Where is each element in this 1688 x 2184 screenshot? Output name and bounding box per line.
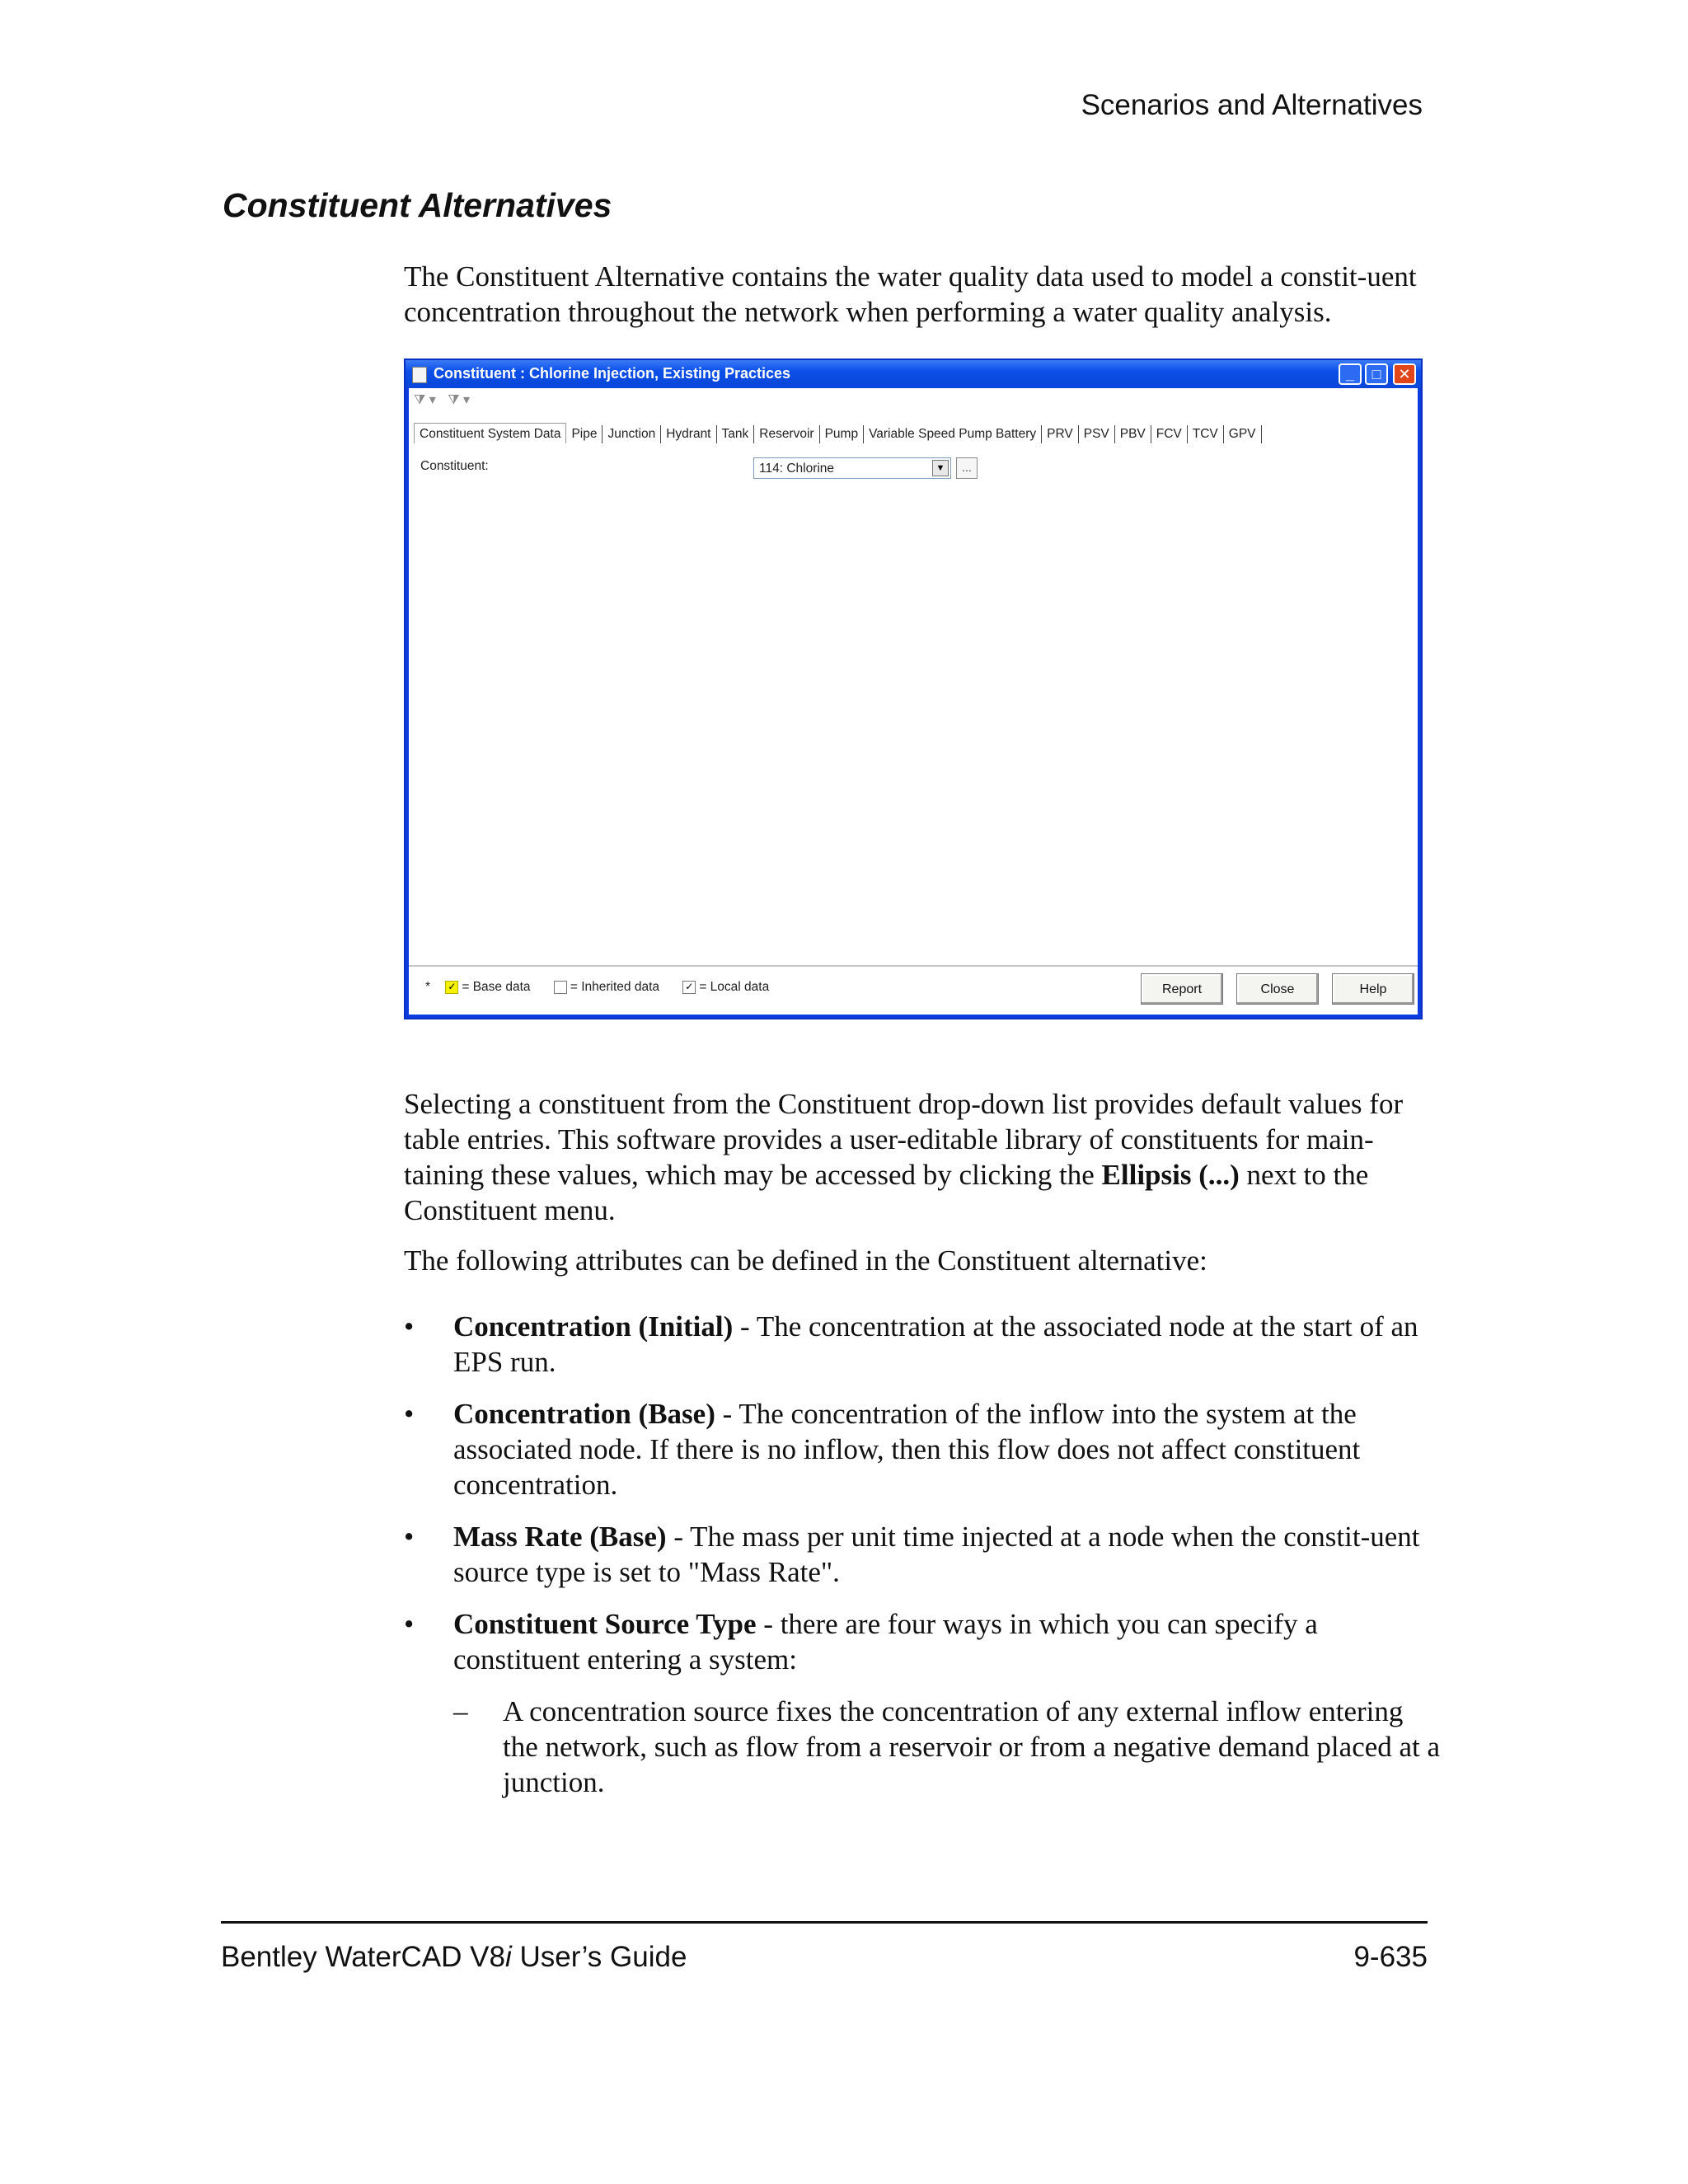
bullet-marker: • — [404, 1521, 415, 1553]
list-item-text: - The concentration at the associated node at the start of an EPS run. — [453, 1310, 1418, 1378]
sub-list — [453, 1694, 1442, 1800]
page-number: 9-635 — [1353, 1941, 1428, 1973]
tab-pbv[interactable]: PBV — [1115, 425, 1151, 443]
bullet-marker: • — [404, 1608, 415, 1640]
filter-icon[interactable]: ⧩ — [414, 393, 426, 407]
section-title: Constituent Alternatives — [223, 186, 612, 224]
chevron-down-icon[interactable]: ▼ — [932, 460, 949, 476]
constituent-value: 114: Chlorine — [759, 462, 835, 476]
tab-reservoir[interactable]: Reservoir — [754, 425, 819, 443]
list-item-text: - The mass per unit time injected at a node when the constit-uent source type is set to "Mass Rate". — [453, 1521, 1420, 1588]
legend-asterisk: * — [425, 980, 431, 994]
data-legend — [425, 980, 769, 995]
status-bar — [409, 965, 1418, 1015]
para2-after: next to the Constituent menu. — [404, 1159, 1369, 1226]
dash-marker: – — [453, 1695, 468, 1727]
bullet-marker: • — [404, 1398, 415, 1430]
list-item — [404, 1519, 1442, 1590]
constituent-dialog — [404, 359, 1423, 1019]
sub-list-item — [453, 1694, 1442, 1800]
base-data-checkbox-icon: ✓ — [445, 981, 458, 994]
list-item — [404, 1309, 1442, 1380]
intro-paragraph: The Constituent Alternative contains the water quality data used to model a constit-uent concentration throughout the network when performing a water quality analysis. — [404, 260, 1417, 328]
tab-junction[interactable]: Junction — [603, 425, 661, 443]
tab-constituent-system-data[interactable]: Constituent System Data — [414, 423, 566, 443]
report-button[interactable]: Report — [1141, 973, 1223, 1005]
help-button[interactable]: Help — [1332, 973, 1414, 1005]
constituent-label: Constituent: — [420, 459, 489, 473]
bullet-marker: • — [404, 1310, 415, 1343]
tab-pipe[interactable]: Pipe — [566, 425, 603, 443]
list-item — [404, 1396, 1442, 1502]
legend-base: = Base data — [462, 980, 531, 994]
maximize-button[interactable]: □ — [1365, 363, 1388, 385]
dropdown-arrow-icon[interactable]: ▾ — [462, 393, 470, 407]
tab-strip — [414, 423, 1414, 444]
close-button[interactable]: Close — [1236, 973, 1319, 1005]
running-header: Scenarios and Alternatives — [1081, 89, 1423, 121]
list-item-term: Constituent Source Type — [453, 1608, 757, 1640]
tab-psv[interactable]: PSV — [1079, 425, 1115, 443]
footer-title-pre: Bentley WaterCAD V8 — [221, 1941, 505, 1973]
body-paragraph-constituent-dropdown — [404, 1086, 1434, 1228]
filter-sort-icon[interactable]: ⧩ — [448, 393, 460, 407]
tab-variable-speed-pump-battery[interactable]: Variable Speed Pump Battery — [864, 425, 1042, 443]
footer-rule — [221, 1921, 1428, 1924]
legend-inherited: = Inherited data — [570, 980, 659, 994]
tab-tcv[interactable]: TCV — [1188, 425, 1224, 443]
inherited-data-checkbox-icon — [554, 981, 567, 994]
tab-fcv[interactable]: FCV — [1151, 425, 1188, 443]
dialog-toolbar — [414, 391, 470, 413]
footer-title-post: User’s Guide — [511, 1941, 687, 1973]
document-icon — [412, 367, 427, 383]
tab-gpv[interactable]: GPV — [1224, 425, 1262, 443]
para2-bold: Ellipsis (...) — [1101, 1159, 1240, 1191]
body-paragraph-attributes: The following attributes can be defined in the Constituent alternative: — [404, 1244, 1207, 1277]
attribute-list — [404, 1309, 1442, 1816]
list-item — [404, 1606, 1442, 1800]
list-item-term: Concentration (Initial) — [453, 1310, 734, 1343]
list-item-term: Concentration (Base) — [453, 1398, 715, 1430]
constituent-select[interactable] — [753, 457, 951, 479]
legend-local: = Local data — [699, 980, 770, 994]
local-data-checkbox-icon: ✓ — [682, 981, 696, 994]
ellipsis-button[interactable]: ... — [956, 457, 978, 479]
close-window-button[interactable]: ✕ — [1393, 363, 1416, 385]
sub-list-item-text: A concentration source fixes the concentration of any external inflow entering the network, such as flow from a reservoir or from a negative demand placed at a junction. — [503, 1695, 1441, 1798]
tab-hydrant[interactable]: Hydrant — [661, 425, 716, 443]
footer-title-italic: i — [504, 1941, 512, 1973]
dialog-client — [409, 388, 1418, 1015]
list-item-text: - The concentration of the inflow into the system at the associated node. If there is no inflow, then this flow does not affect constituent concentration. — [453, 1398, 1361, 1501]
list-item-text: - there are four ways in which you can specify a constituent entering a system: — [453, 1608, 1318, 1675]
minimize-button[interactable]: _ — [1339, 363, 1362, 385]
footer-title — [221, 1941, 687, 1974]
tab-tank[interactable]: Tank — [717, 425, 755, 443]
dialog-title: Constituent : Chlorine Injection, Existing Practices — [434, 365, 791, 382]
dropdown-arrow-icon[interactable]: ▾ — [429, 393, 436, 407]
para2-before: Selecting a constituent from the Constituent drop-down list provides default values for table entries. This software provides a user-editable library of constituents for main-taining these values, which may be accessed by clicking the — [404, 1088, 1404, 1191]
list-item-term: Mass Rate (Base) — [453, 1521, 667, 1553]
tab-prv[interactable]: PRV — [1042, 425, 1079, 443]
dialog-titlebar[interactable] — [406, 360, 1421, 388]
tab-pump[interactable]: Pump — [820, 425, 865, 443]
